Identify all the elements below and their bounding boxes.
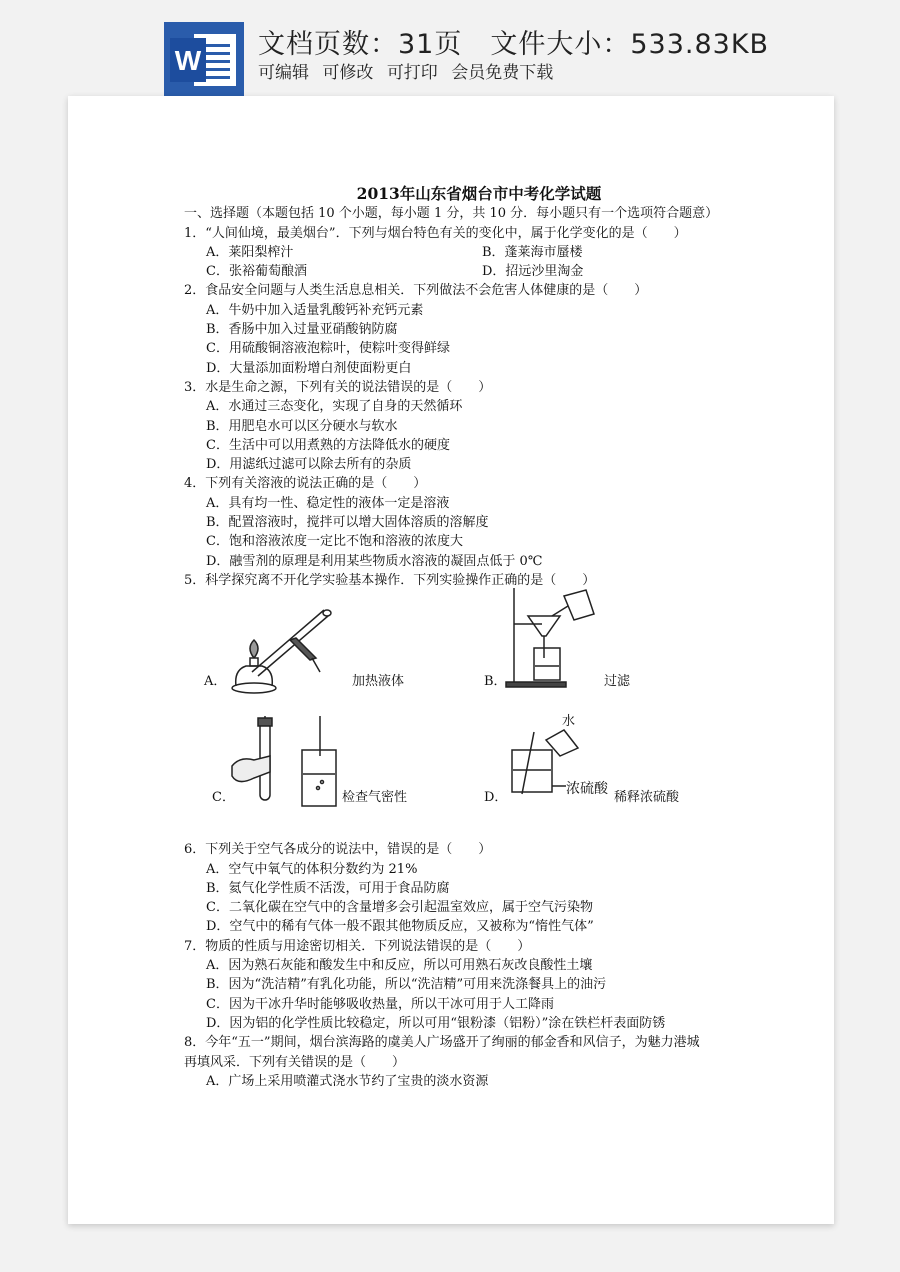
q1-option-b: B．蓬莱海市蜃楼 <box>482 244 583 260</box>
q6-option-b: B．氦气化学性质不活泼，可用于食品防腐 <box>206 880 450 896</box>
document-info-header <box>0 0 900 100</box>
q5-option-a-caption: 加热液体 <box>352 674 405 690</box>
q5-option-c-letter: C． <box>212 790 235 806</box>
word-document-icon <box>164 22 244 96</box>
file-size: 文件大小：533.83KB <box>490 29 770 60</box>
document-meta <box>258 22 769 61</box>
q3-option-d: D．用滤纸过滤可以除去所有的杂质 <box>206 457 412 473</box>
q4-option-c: C．饱和溶液浓度一定比不饱和溶液的浓度大 <box>206 534 463 550</box>
q5-d-acid-label: 浓硫酸 <box>566 781 608 798</box>
q3-option-b: B．用肥皂水可以区分硬水与软水 <box>206 418 398 434</box>
exam-content <box>184 184 784 1091</box>
airtightness-check-figure <box>230 716 348 820</box>
q5-option-b-letter: B． <box>484 674 507 690</box>
question-8-line2: 再填风采．下列有关错误的是（ ） <box>184 1054 406 1070</box>
q1-option-d: D．招远沙里淘金 <box>482 264 584 280</box>
document-page[interactable] <box>68 96 834 1224</box>
q6-option-d: D．空气中的稀有气体一般不跟其他物质反应，又被称为“惰性气体” <box>206 919 594 935</box>
q4-option-d: D．融雪剂的原理是利用某些物质水溶液的凝固点低于 0℃ <box>206 553 543 569</box>
filtration-figure <box>502 586 602 692</box>
q3-option-a: A．水通过三态变化，实现了自身的天然循环 <box>206 399 463 415</box>
question-6: 6．下列关于空气各成分的说法中，错误的是（ ） <box>184 842 492 858</box>
q4-option-b: B．配置溶液时，搅拌可以增大固体溶质的溶解度 <box>206 515 489 531</box>
q2-option-c: C．用硫酸铜溶液泡粽叶，使粽叶变得鲜绿 <box>206 341 450 357</box>
exam-title: 2013年山东省烟台市中考化学试题 <box>356 184 602 203</box>
feature-member-download: 会员免费下载 <box>451 63 554 83</box>
question-1: 1．“人间仙境，最美烟台”．下列与烟台特色有关的变化中，属于化学变化的是（ ） <box>184 225 687 241</box>
q3-option-c: C．生活中可以用煮熟的方法降低水的硬度 <box>206 437 450 453</box>
q7-option-b: B．因为“洗洁精”有乳化功能，所以“洗洁精”可用来洗涤餐具上的油污 <box>206 977 607 993</box>
section-heading: 一、选择题（本题包括 10 个小题，每小题 1 分，共 10 分．每小题只有一个选项符合题意） <box>184 206 719 222</box>
q5-option-d-letter: D． <box>484 790 508 806</box>
feature-printable: 可打印 <box>386 63 438 83</box>
feature-editable: 可编辑 <box>258 63 309 83</box>
q5-figures <box>184 590 784 840</box>
q7-option-a: A．因为熟石灰能和酸发生中和反应，所以可用熟石灰改良酸性土壤 <box>206 958 593 974</box>
q6-option-c: C．二氧化碳在空气中的含量增多会引起温室效应，属于空气污染物 <box>206 900 593 916</box>
q2-option-a: A．牛奶中加入适量乳酸钙补充钙元素 <box>206 302 424 318</box>
q5-option-d-caption: 稀释浓硫酸 <box>614 790 680 806</box>
q2-option-d: D．大量添加面粉增白剂使面粉更白 <box>206 360 412 376</box>
q1-option-a: A．莱阳梨榨汁 <box>206 244 294 260</box>
document-features <box>258 58 561 83</box>
q1-options-row2 <box>184 262 784 281</box>
q5-d-water-label: 水 <box>562 714 576 730</box>
q2-option-b: B．香肠中加入过量亚硝酸钠防腐 <box>206 322 398 338</box>
q6-option-a: A．空气中氧气的体积分数约为 21% <box>206 861 418 877</box>
question-2: 2．食品安全问题与人类生活息息相关．下列做法不会危害人体健康的是（ ） <box>184 283 648 299</box>
svg-text:W: W <box>174 45 202 76</box>
q5-option-a-letter: A． <box>204 674 227 690</box>
q7-option-c: C．因为干冰升华时能够吸收热量，所以干冰可用于人工降雨 <box>206 996 554 1012</box>
heating-liquid-figure <box>224 600 344 695</box>
question-7: 7．物质的性质与用途密切相关．下列说法错误的是（ ） <box>184 938 531 954</box>
q5-option-c-caption: 检查气密性 <box>342 790 408 806</box>
question-4: 4．下列有关溶液的说法正确的是（ ） <box>184 476 427 492</box>
q1-options-row1 <box>184 243 784 262</box>
page-count: 文档页数：31页 <box>258 29 463 60</box>
question-5: 5．科学探究离不开化学实验基本操作．下列实验操作正确的是（ ） <box>184 572 596 588</box>
q8-option-a: A．广场上采用喷灌式浇水节约了宝贵的淡水资源 <box>206 1073 489 1089</box>
q1-option-c: C．张裕葡萄酿酒 <box>206 264 307 280</box>
question-3: 3．水是生命之源，下列有关的说法错误的是（ ） <box>184 379 492 395</box>
feature-modifiable: 可修改 <box>322 63 374 83</box>
q5-option-b-caption: 过滤 <box>604 674 631 690</box>
question-8-line1: 8．今年“五一”期间，烟台滨海路的虞美人广场盛开了绚丽的郁金香和风信子，为魅力港城 <box>184 1035 700 1051</box>
q7-option-d: D．因为铝的化学性质比较稳定，所以可用“银粉漆（铝粉）”涂在铁栏杆表面防锈 <box>206 1015 666 1031</box>
q4-option-a: A．具有均一性、稳定性的液体一定是溶液 <box>206 495 450 511</box>
